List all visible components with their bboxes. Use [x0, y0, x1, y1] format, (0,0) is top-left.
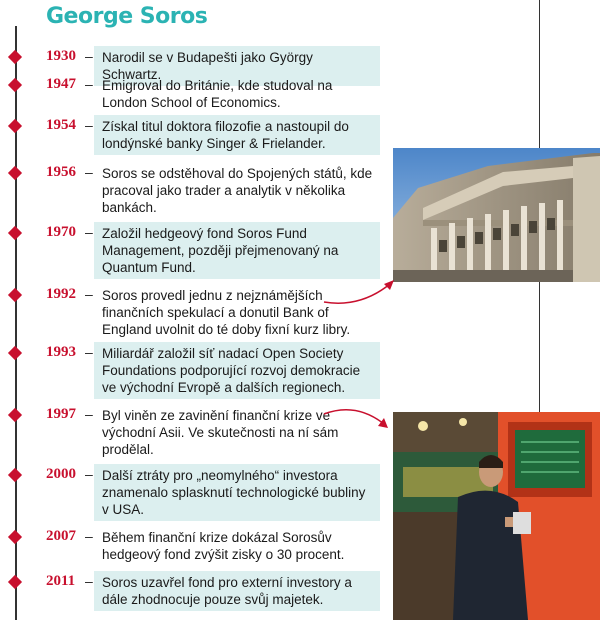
entry-year: 1947: [46, 76, 76, 92]
entry-dash: –: [85, 76, 93, 92]
entry-text: Získal titul doktora filozofie a nastoupil do londýnské banky Singer & Frielander.: [94, 115, 380, 155]
entry-dash: –: [85, 344, 93, 360]
entry-dash: –: [85, 406, 93, 422]
entry-text: Založil hedgeový fond Soros Fund Management, později přejmenovaný na Quantum Fund.: [94, 222, 380, 279]
entry-year: 1956: [46, 164, 76, 180]
entry-year: 1992: [46, 286, 76, 302]
entry-text: Během finanční krize dokázal Sorosův hedgeový fond zvýšit zisky o 30 procent.: [102, 530, 345, 562]
entry-year: 2000: [46, 466, 76, 482]
timeline-marker: [8, 119, 22, 133]
trader-screen-photo: [393, 412, 600, 620]
entry-text: Miliardář založil síť nadací Open Society Foundations podporující rozvoj demokracie ve východní Evropě a dalších regionech.: [94, 342, 380, 399]
timeline-marker: [8, 408, 22, 422]
entry-dash: –: [85, 573, 93, 589]
entry-dash: –: [85, 286, 93, 302]
entry-dash: –: [85, 164, 93, 180]
timeline-marker: [8, 346, 22, 360]
entry-year: 1970: [46, 224, 76, 240]
timeline-marker: [8, 530, 22, 544]
entry-dash: –: [85, 466, 93, 482]
timeline-marker: [8, 575, 22, 589]
page-title: George Soros: [46, 4, 208, 29]
entry-text: Soros se odstěhoval do Spojených států, kde pracoval jako trader a analytik v několika bankách.: [102, 166, 373, 215]
entry-year: 1997: [46, 406, 76, 422]
entry-year: 1993: [46, 344, 76, 360]
timeline-marker: [8, 288, 22, 302]
entry-text: Byl viněn ze zavinění finanční krize ve východní Asii. Ve skutečnosti na ní sám prodělal.: [102, 408, 339, 457]
entry-year: 1954: [46, 117, 76, 133]
entry-text: Soros uzavřel fond pro externí investory a dále zhodnocuje pouze svůj majetek.: [94, 571, 380, 611]
timeline-marker: [8, 78, 22, 92]
bank-of-england-photo: [393, 148, 600, 282]
timeline-marker: [8, 226, 22, 240]
entry-dash: –: [85, 224, 93, 240]
timeline-marker: [8, 166, 22, 180]
entry-year: 2011: [46, 573, 76, 589]
entry-year: 2007: [46, 528, 76, 544]
timeline-marker: [8, 50, 22, 64]
arrow-to-bank-photo: [320, 276, 400, 316]
entry-dash: –: [85, 48, 93, 64]
entry-year: 1930: [46, 48, 76, 64]
entry-dash: –: [85, 528, 93, 544]
entry-text: Emigroval do Británie, kde studoval na London School of Economics.: [102, 78, 333, 110]
arrow-to-trader-photo: [320, 398, 392, 434]
timeline-marker: [8, 468, 22, 482]
entry-dash: –: [85, 117, 93, 133]
entry-text: Soros provedl jednu z nejznámějších finančních spekulací a donutil Bank of England uvolnit do té doby fixní kurz libry.: [102, 288, 351, 337]
entry-text: Další ztráty pro „neomylného“ investora znamenalo splasknutí technologické bubliny v USA.: [94, 464, 380, 521]
entry-text: Narodil se v Budapešti jako György Schwartz.: [94, 46, 380, 86]
